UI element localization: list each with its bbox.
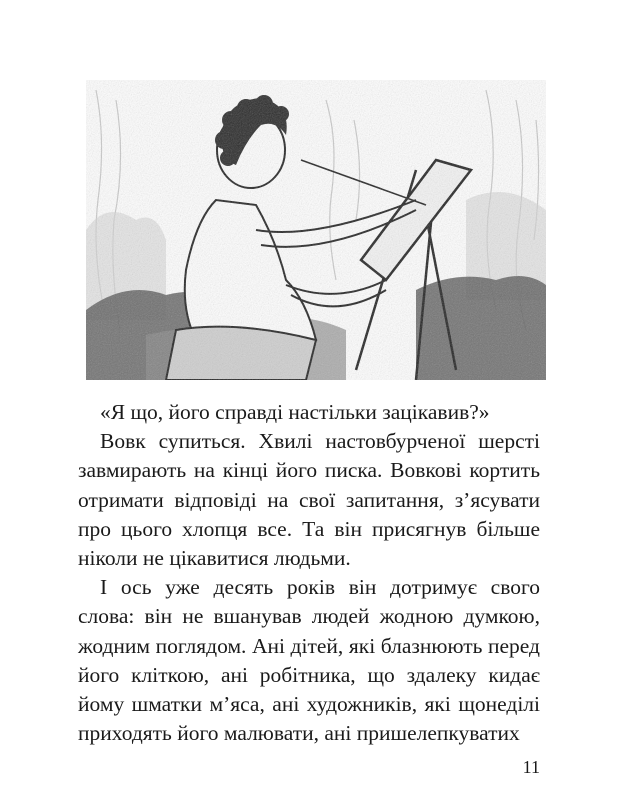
paragraph-1: «Я що, його справді настільки зацікавив?» xyxy=(100,400,490,424)
page-number: 11 xyxy=(522,757,540,777)
boy-painting-at-easel-sketch-icon xyxy=(86,80,546,380)
paragraph-3: І ось уже десять років він дотримує свого слова: він не вшанував людей жодною думкою, жодним поглядом. Ані дітей, які блазнюють перед його кліткою, ані робітника, що здалеку кидає йому шматки м’яса, ані художників, які щонеділі приходять його малювати, ані пришелепкуватих xyxy=(78,575,540,746)
boy-painting-illustration xyxy=(86,80,546,380)
paragraph-2: Вовк супиться. Хвилі настовбурченої шерсті завмирають на кінці його писка. Вовкові кортить отримати відповіді на свої запитання, з’ясувати про цього хлопця все. Та він присягнув більше ніколи не цікавитися людьми. xyxy=(78,429,540,571)
story-text xyxy=(78,398,540,748)
